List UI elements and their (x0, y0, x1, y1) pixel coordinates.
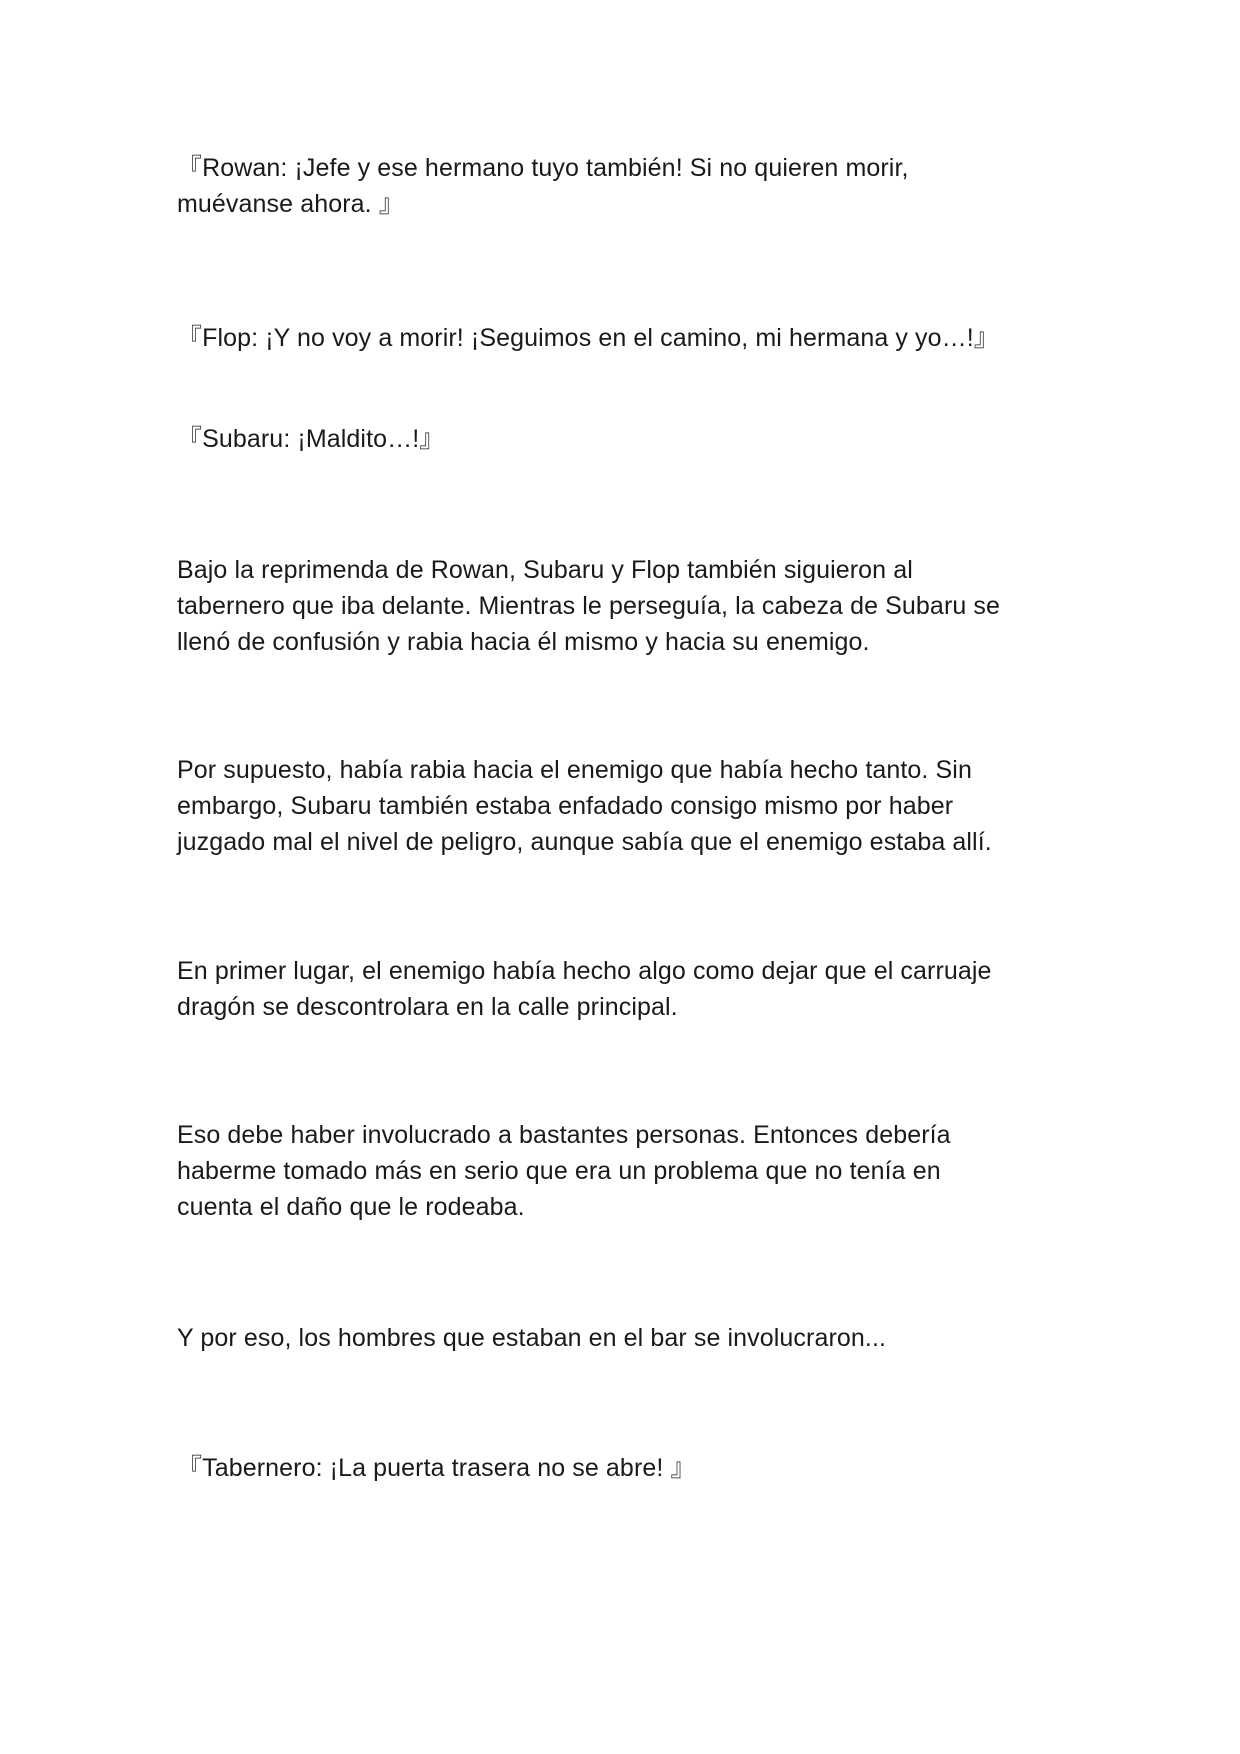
narration-paragraph-2: Por supuesto, había rabia hacia el enemigo que había hecho tanto. Sin embargo, Subaru también estaba enfadado consigo mismo por haber juzgado mal el nivel de peligro, aunque sabía que el enemigo estaba allí. (177, 756, 992, 856)
dialogue-tabernero: 『Tabernero: ¡La puerta trasera no se abre! 』 (177, 1454, 696, 1482)
narration-paragraph-3: En primer lugar, el enemigo había hecho algo como dejar que el carruaje dragón se descontrolara en la calle principal. (177, 957, 992, 1021)
narration-paragraph-4: Eso debe haber involucrado a bastantes personas. Entonces debería haberme tomado más en serio que era un problema que no tenía en cuenta el daño que le rodeaba. (177, 1121, 951, 1221)
narration-paragraph-1: Bajo la reprimenda de Rowan, Subaru y Flop también siguieron al tabernero que iba delante. Mientras le perseguía, la cabeza de Subaru se llenó de confusión y rabia hacia él mismo y hacia su enemigo. (177, 556, 1001, 656)
dialogue-flop: 『Flop: ¡Y no voy a morir! ¡Seguimos en el camino, mi hermana y yo…!』 (177, 324, 999, 352)
dialogue-rowan: 『Rowan: ¡Jefe y ese hermano tuyo también! Si no quieren morir, muévanse ahora. 』 (177, 154, 909, 218)
dialogue-subaru: 『Subaru: ¡Maldito…!』 (177, 425, 445, 453)
narration-paragraph-5: Y por eso, los hombres que estaban en el bar se involucraron... (177, 1324, 887, 1352)
